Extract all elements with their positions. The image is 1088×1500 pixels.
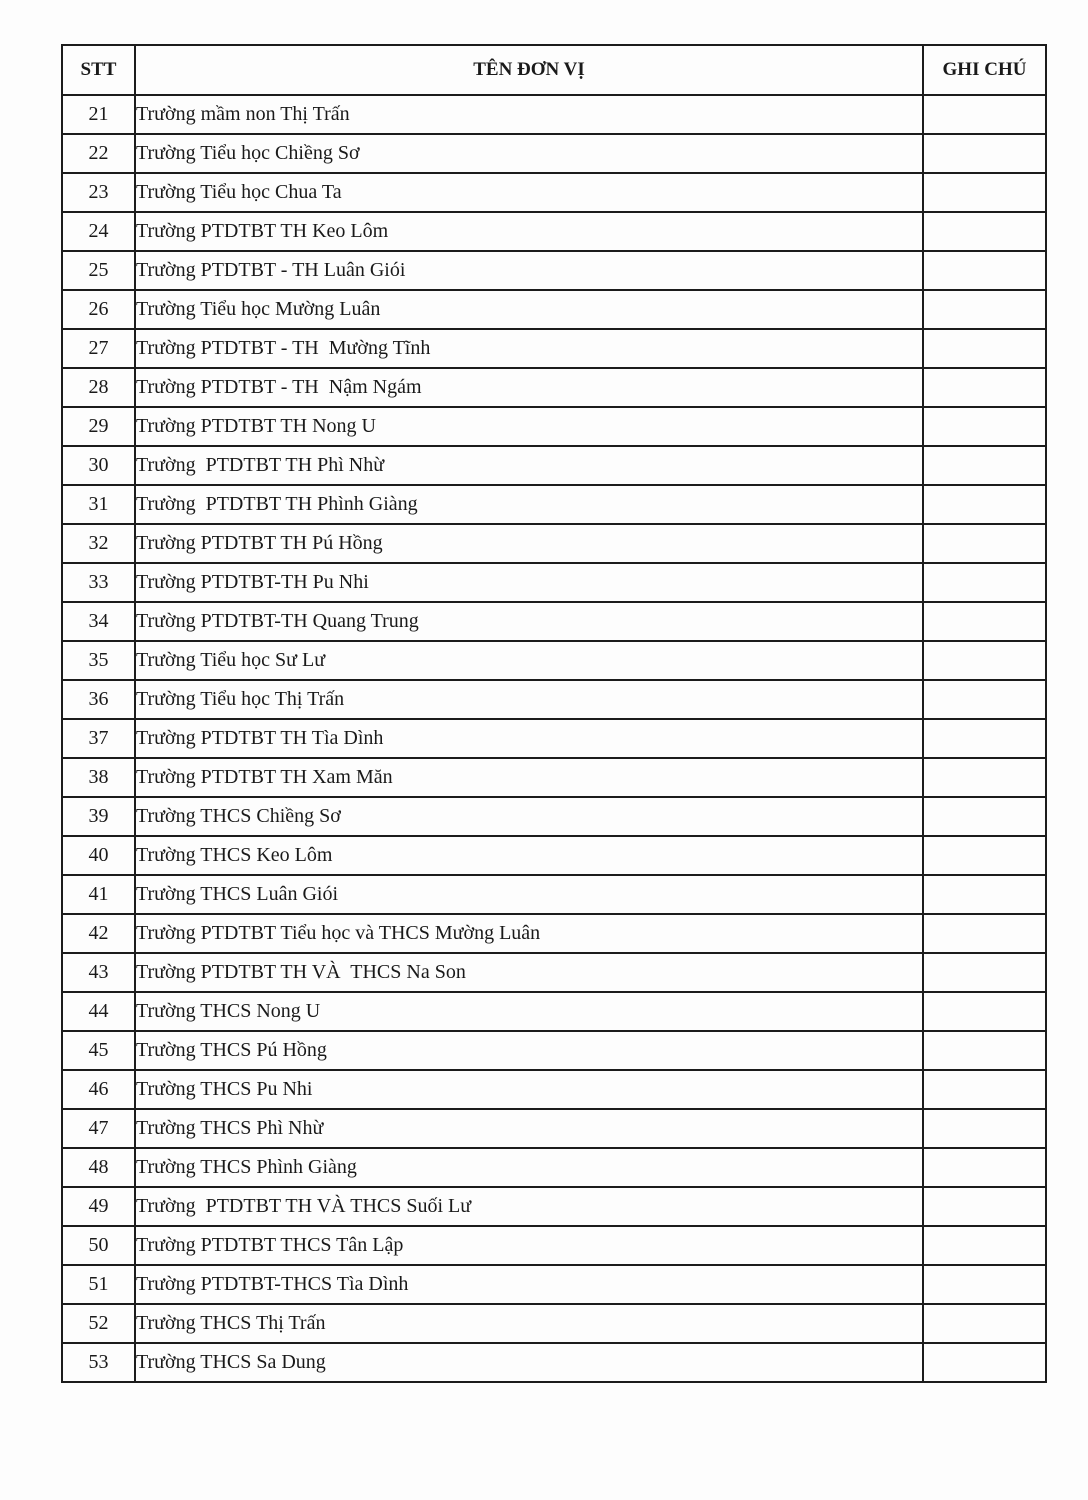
row-note	[923, 1265, 1046, 1304]
row-unit-name: Trường PTDTBT TH Keo Lôm	[135, 212, 923, 251]
row-stt: 31	[62, 485, 135, 524]
row-stt: 39	[62, 797, 135, 836]
row-note	[923, 680, 1046, 719]
table-header	[62, 45, 1046, 95]
row-note	[923, 797, 1046, 836]
row-note	[923, 914, 1046, 953]
row-note	[923, 524, 1046, 563]
table-row	[62, 1109, 1046, 1148]
table-row	[62, 485, 1046, 524]
row-stt: 34	[62, 602, 135, 641]
row-note	[923, 641, 1046, 680]
table-row	[62, 329, 1046, 368]
row-unit-name: Trường PTDTBT - TH Nậm Ngám	[135, 368, 923, 407]
row-stt: 53	[62, 1343, 135, 1382]
row-stt: 32	[62, 524, 135, 563]
row-note	[923, 485, 1046, 524]
row-note	[923, 329, 1046, 368]
row-unit-name: Trường Tiểu học Chua Ta	[135, 173, 923, 212]
row-unit-name: Trường PTDTBT TH Pú Hồng	[135, 524, 923, 563]
header-unit-name: TÊN ĐƠN VỊ	[135, 45, 923, 95]
table-body	[62, 95, 1046, 1382]
row-stt: 35	[62, 641, 135, 680]
row-note	[923, 95, 1046, 134]
row-unit-name: Trường THCS Pu Nhi	[135, 1070, 923, 1109]
table-row	[62, 602, 1046, 641]
row-note	[923, 1148, 1046, 1187]
row-unit-name: Trường PTDTBT TH VÀ THCS Na Son	[135, 953, 923, 992]
table-row	[62, 212, 1046, 251]
row-unit-name: Trường THCS Nong U	[135, 992, 923, 1031]
row-stt: 33	[62, 563, 135, 602]
header-note: GHI CHÚ	[923, 45, 1046, 95]
row-unit-name: Trường THCS Thị Trấn	[135, 1304, 923, 1343]
row-unit-name: Trường THCS Chiềng Sơ	[135, 797, 923, 836]
table-row	[62, 134, 1046, 173]
row-unit-name: Trường PTDTBT TH Xam Măn	[135, 758, 923, 797]
row-note	[923, 563, 1046, 602]
row-note	[923, 1109, 1046, 1148]
row-note	[923, 368, 1046, 407]
row-note	[923, 1304, 1046, 1343]
table-row	[62, 1343, 1046, 1382]
row-unit-name: Trường Tiểu học Chiềng Sơ	[135, 134, 923, 173]
table-row	[62, 173, 1046, 212]
row-unit-name: Trường PTDTBT TH Tìa Dình	[135, 719, 923, 758]
row-note	[923, 953, 1046, 992]
row-stt: 29	[62, 407, 135, 446]
row-note	[923, 407, 1046, 446]
row-stt: 52	[62, 1304, 135, 1343]
row-stt: 46	[62, 1070, 135, 1109]
table-row	[62, 758, 1046, 797]
table-row	[62, 914, 1046, 953]
row-note	[923, 212, 1046, 251]
row-stt: 47	[62, 1109, 135, 1148]
row-unit-name: Trường PTDTBT Tiểu học và THCS Mường Luân	[135, 914, 923, 953]
table-row	[62, 1265, 1046, 1304]
row-unit-name: Trường Tiểu học Mường Luân	[135, 290, 923, 329]
table-row	[62, 290, 1046, 329]
header-stt: STT	[62, 45, 135, 95]
row-unit-name: Trường Tiểu học Sư Lư	[135, 641, 923, 680]
row-stt: 41	[62, 875, 135, 914]
row-stt: 25	[62, 251, 135, 290]
row-stt: 43	[62, 953, 135, 992]
table-row	[62, 407, 1046, 446]
row-stt: 51	[62, 1265, 135, 1304]
table-row	[62, 875, 1046, 914]
row-unit-name: Trường THCS Pú Hồng	[135, 1031, 923, 1070]
table-row	[62, 1031, 1046, 1070]
row-stt: 42	[62, 914, 135, 953]
row-note	[923, 719, 1046, 758]
row-stt: 30	[62, 446, 135, 485]
table-row	[62, 251, 1046, 290]
units-table	[61, 44, 1047, 1383]
row-unit-name: Trường PTDTBT-TH Pu Nhi	[135, 563, 923, 602]
table-row	[62, 524, 1046, 563]
row-note	[923, 1187, 1046, 1226]
row-unit-name: Trường PTDTBT TH VÀ THCS Suối Lư	[135, 1187, 923, 1226]
row-stt: 36	[62, 680, 135, 719]
row-stt: 21	[62, 95, 135, 134]
row-stt: 49	[62, 1187, 135, 1226]
row-note	[923, 1226, 1046, 1265]
row-note	[923, 836, 1046, 875]
row-stt: 23	[62, 173, 135, 212]
table-row	[62, 1226, 1046, 1265]
row-unit-name: Trường THCS Luân Giói	[135, 875, 923, 914]
row-stt: 44	[62, 992, 135, 1031]
row-note	[923, 602, 1046, 641]
header-row	[62, 45, 1046, 95]
row-note	[923, 992, 1046, 1031]
row-unit-name: Trường PTDTBT TH Phì Nhừ	[135, 446, 923, 485]
row-note	[923, 251, 1046, 290]
row-unit-name: Trường PTDTBT TH Nong U	[135, 407, 923, 446]
row-unit-name: Trường PTDTBT - TH Mường Tĩnh	[135, 329, 923, 368]
row-stt: 38	[62, 758, 135, 797]
row-unit-name: Trường Tiểu học Thị Trấn	[135, 680, 923, 719]
row-stt: 26	[62, 290, 135, 329]
row-unit-name: Trường PTDTBT-THCS Tìa Dình	[135, 1265, 923, 1304]
row-note	[923, 173, 1046, 212]
table-row	[62, 1187, 1046, 1226]
row-unit-name: Trường THCS Phì Nhừ	[135, 1109, 923, 1148]
table-row	[62, 680, 1046, 719]
row-unit-name: Trường PTDTBT TH Phình Giàng	[135, 485, 923, 524]
row-unit-name: Trường PTDTBT - TH Luân Giói	[135, 251, 923, 290]
table-row	[62, 1148, 1046, 1187]
row-note	[923, 758, 1046, 797]
row-unit-name: Trường PTDTBT THCS Tân Lập	[135, 1226, 923, 1265]
row-stt: 22	[62, 134, 135, 173]
row-note	[923, 446, 1046, 485]
row-note	[923, 290, 1046, 329]
row-note	[923, 875, 1046, 914]
table-row	[62, 446, 1046, 485]
row-unit-name: Trường THCS Keo Lôm	[135, 836, 923, 875]
table-row	[62, 1070, 1046, 1109]
row-stt: 28	[62, 368, 135, 407]
table-row	[62, 1304, 1046, 1343]
row-stt: 40	[62, 836, 135, 875]
row-unit-name: Trường THCS Sa Dung	[135, 1343, 923, 1382]
row-stt: 48	[62, 1148, 135, 1187]
row-stt: 45	[62, 1031, 135, 1070]
row-stt: 37	[62, 719, 135, 758]
row-unit-name: Trường PTDTBT-TH Quang Trung	[135, 602, 923, 641]
row-unit-name: Trường THCS Phình Giàng	[135, 1148, 923, 1187]
row-note	[923, 1031, 1046, 1070]
row-stt: 50	[62, 1226, 135, 1265]
table-row	[62, 641, 1046, 680]
row-note	[923, 134, 1046, 173]
row-stt: 27	[62, 329, 135, 368]
row-note	[923, 1343, 1046, 1382]
table-row	[62, 95, 1046, 134]
row-note	[923, 1070, 1046, 1109]
table-row	[62, 797, 1046, 836]
table-row	[62, 368, 1046, 407]
table-row	[62, 719, 1046, 758]
table-row	[62, 563, 1046, 602]
table-row	[62, 992, 1046, 1031]
row-unit-name: Trường mầm non Thị Trấn	[135, 95, 923, 134]
table-row	[62, 836, 1046, 875]
table-row	[62, 953, 1046, 992]
row-stt: 24	[62, 212, 135, 251]
